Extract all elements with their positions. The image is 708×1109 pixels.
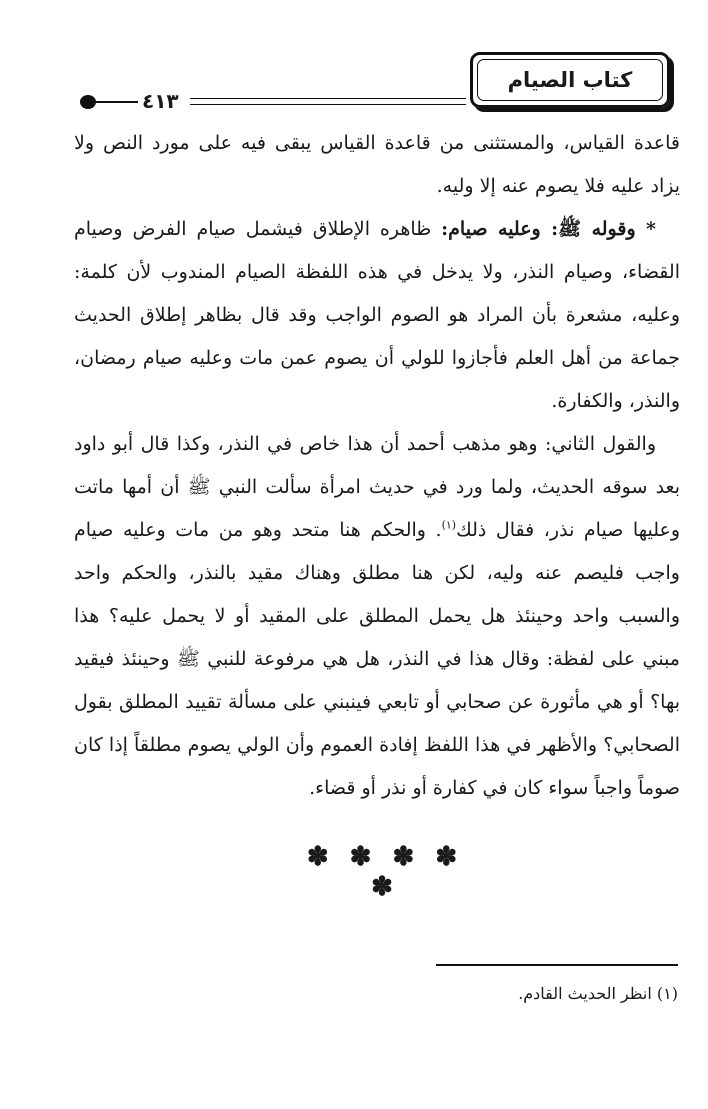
footnote-divider [436,964,678,966]
footnote-reference[interactable]: (١) [441,518,457,532]
ornament-dot [80,95,96,109]
paragraph-3-text-after: . والحكم هنا متحد وهو من مات وعليه صيام واجب فليصم عنه وليه، لكن هنا مطلق وهناك مقيد بالنذر، والحكم واحد والسبب واحد وحينئذ هل يحمل المطلق على المقيد أو لا يحمل عليه؟ هذا مبني على لفظة: وقال هذا في النذر، هل هي مرفوعة للنبي ﷺ وحينئذ فيقيد بها؟ أو هي مأثورة عن صحابي أو تابعي فينبني على مسألة تقييد المطلق بقول الصحابي؟ والأظهر في هذا اللفظ إفادة العموم وأن الولي يصوم مطلقاً إذا كان صوماً واجباً سواء كان في كفارة أو نذر أو قضاء. [74,519,680,799]
chapter-title: كتاب الصيام [507,68,633,92]
paragraph-2 [74,208,680,423]
paragraph-2-text: ظاهره الإطلاق فيشمل صيام الفرض وصيام القضاء، وصيام النذر، ولا يدخل في هذه اللفظة الصيام المندوب لأن كلمة: وعليه، مشعرة بأن المراد هو الصوم الواجب وقد قال بظاهر إطلاق الحديث جماعة من أهل العلم فأجازوا للولي أن يصوم عمن مات وعليه صيام رمضان، والنذر، والكفارة. [74,218,680,412]
body-text [74,122,680,810]
paragraph-1-text: قاعدة القياس، والمستثنى من قاعدة القياس يبقى فيه على مورد النص ولا يزاد عليه فلا يصوم عنه إلا وليه. [74,132,680,197]
section-separator-stars: ✽ ✽ ✽ ✽ ✽ [306,842,464,902]
running-header-frame [470,52,670,108]
ornament-line [94,101,138,103]
page-number: ٤١٣ [142,89,179,113]
header-double-rule [190,98,466,105]
paragraph-3 [74,423,680,810]
footnote-text: (١) انظر الحديث القادم. [518,984,678,1003]
paragraph-1 [74,122,680,208]
paragraph-3-text-before: والقول الثاني: وهو مذهب أحمد أن هذا خاص في النذر، وكذا قال أبو داود بعد سوقه الحديث، ولما ورد في حديث امرأة سألت النبي ﷺ أن أمها ماتت وعليها صيام نذر، فقال ذلك [74,433,680,541]
paragraph-2-lead: * وقوله ﷺ: وعليه صيام: [441,218,656,240]
